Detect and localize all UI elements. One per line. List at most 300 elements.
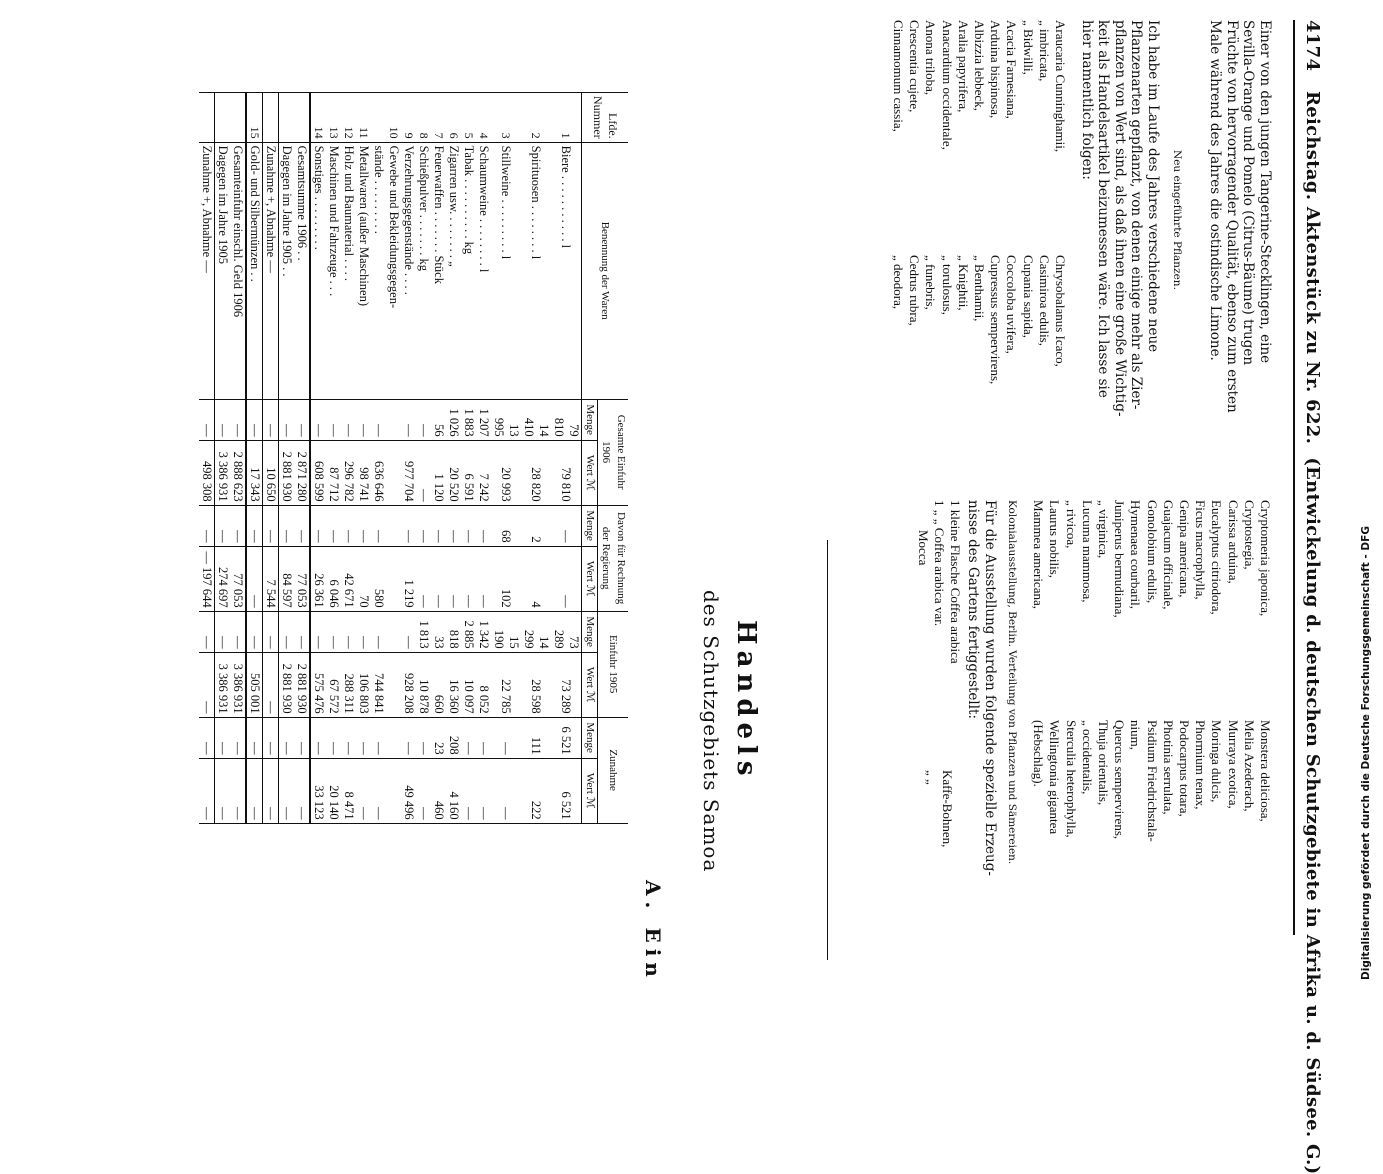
goods-name: Tabak . . . . . . . . . . kg [461,142,476,399]
cell-value: 8 052 [476,652,491,717]
cell-value: 6 046 [326,546,341,611]
cell-value: 28 598 [521,652,551,717]
text-line: Sterculia heterophylla, [1063,720,1079,838]
text-line: Chrysobalanus Icaco, [1053,255,1068,367]
text-line: Albizzia lebbeck, [971,20,987,111]
subheader-quantity: Menge [582,717,598,758]
header-rule [1293,20,1295,935]
row-number: 3 [491,93,521,143]
text-line: „ torulosus, [939,255,955,315]
cell-value: — [294,611,310,652]
cell-value: — [491,758,521,823]
cell-value: 660 [431,652,446,717]
text-line: pflanzen von Wert sind, als daß ihnen eine große Wichtig- [1112,20,1128,417]
cell-value: — [401,717,416,758]
cell-value: 79 810 [551,399,582,440]
table-row [199,93,215,824]
text-line: nisse des Gartens fertiggestellt: [965,500,982,720]
cell-value: 68 [491,505,521,546]
goods-name: Schießpulver . . . . . . . kg [416,142,431,399]
cell-value: 98 741 [356,440,371,505]
digitization-credit: Digitalisierung gefördert durch die Deutsche Forschungsgemeinschaft - DFG [1360,526,1372,980]
goods-name: Zigarren usw. . . . . . . . „ [446,142,461,399]
text-line: Hymenaea courbaril, [1128,500,1144,610]
row-number: 6 [446,93,461,143]
row-number [294,93,310,143]
section-part-heading: A. Ein [641,880,665,983]
text-line: Thuja orientalis, [1095,720,1111,806]
cell-value: — [310,611,326,652]
cell-value: 1 813 [416,611,431,652]
cell-value: 22 785 [491,652,521,717]
cell-value [386,717,401,758]
table-row [386,93,401,824]
table-row [341,93,356,824]
cell-value: 87 712 [326,440,341,505]
table-row [476,93,491,824]
table-row [246,93,263,824]
table-row [446,93,461,824]
goods-name: Sonstiges . . . . . . . . . [310,142,326,399]
goods-name: Schaumweine . . . . . . . . l [476,142,491,399]
goods-name: Stillweine . . . . . . . . . l [491,142,521,399]
text-line: Eucalyptus citriodora, [1209,500,1225,615]
cell-value [386,546,401,611]
cell-value: — [341,505,356,546]
text-line: Monstera deliciosa, [1258,720,1273,822]
cell-value: — [446,505,461,546]
cell-value: — [341,399,356,440]
cell-value: — [230,758,246,823]
col-header-government: Davon für Rechnung der Regierung [598,505,629,611]
cell-value: 1 883 [461,399,476,440]
text-line: Murraya exotica, [1225,720,1241,809]
cell-value: 222 [521,758,551,823]
cell-value: — [371,717,386,758]
text-line: Photinia serrulata, [1160,720,1176,815]
cell-value: 3 386 931 [215,440,231,505]
cell-value: — [461,546,476,611]
row-number: 2 [521,93,551,143]
cell-value: — [215,505,231,546]
cell-value: — [246,717,263,758]
exhibition-items [914,500,963,664]
text-line: Mammea americana, [1031,500,1047,609]
cell-value: 7 242 [476,440,491,505]
cell-value: — [294,505,310,546]
text-line: Moringa dulcis, [1209,720,1225,803]
cell-value: — [230,611,246,652]
text-line: nium, [1128,720,1144,750]
col-header-increase: Zunahme [598,717,629,823]
table-row [310,93,326,824]
text-line: Cupania sapida, [1020,255,1036,339]
cell-value: 49 496 [401,758,416,823]
text-line: „ deodora, [890,255,906,310]
cell-value: — [476,717,491,758]
goods-name: Dagegen im Jahre 1905 . . [279,142,295,399]
table-row [491,93,521,824]
row-number [199,93,215,143]
cell-value: 4 160 [446,758,461,823]
text-line: „ virginica, [1095,500,1111,559]
exhibition-heading: Kolonialausstellung, Berlin. Verteilung von Pflanzen und Sämereien. [1006,500,1018,865]
row-number: 8 [416,93,431,143]
import-table [199,92,628,824]
page-number: 4174 [1302,20,1323,72]
text-line: Cryptostegia, [1241,500,1257,570]
cell-value: — [263,399,279,440]
cell-value: 106 803 [356,652,371,717]
cell-value: — [416,440,431,505]
table-row [521,93,551,824]
exhibition-item: Kaffe-Bohnen, [940,770,955,848]
cell-value [386,440,401,505]
cell-value: 111 [521,717,551,758]
cell-value: — [416,505,431,546]
cell-value: 818 [446,611,461,652]
cell-value: 42 671 [341,546,356,611]
cell-value: 1 342 [476,611,491,652]
cell-value: 2 881 930 [279,652,295,717]
cell-value: — [326,717,341,758]
text-line: „ funebris, [923,255,939,310]
cell-value: 20 140 [326,758,341,823]
page-header [1302,20,1323,1174]
text-line: Psidium Friedrichstala- [1144,720,1160,842]
table-row [401,93,416,824]
subheader-value: Wert ℳ [582,546,598,611]
text-line: Podocarpus totara, [1176,720,1192,817]
cell-value: 20 520 [446,440,461,505]
cell-value: — [551,505,582,546]
cell-value: 10 097 [461,652,476,717]
section-subtitle: des Schutzgebiets Samoa [699,590,723,873]
cell-value: — [446,546,461,611]
cell-value: 1 207 [476,399,491,440]
goods-name: stände . . . . . . . . . [371,142,386,399]
cell-value: 2 [521,505,551,546]
text-line: Anacardium occidentale, [939,20,955,150]
text-line: hier namentlich folgen: [1079,20,1095,180]
table-row [431,93,446,824]
goods-name: Biere . . . . . . . . . . . l [551,142,582,399]
text-line: Cinnamomum cassia, [890,20,906,132]
cell-value: — [356,611,371,652]
cell-value: — [461,505,476,546]
cell-value: 102 [491,546,521,611]
subheader-value: Wert ℳ [582,758,598,823]
text-line: Guajacum officinale, [1160,500,1176,610]
row-number [371,93,386,143]
cell-value: 636 646 [371,440,386,505]
row-number: 9 [401,93,416,143]
text-line: Genipa americana, [1176,500,1192,598]
table-row [215,93,231,824]
exhibition-item: 1 kleine Flasche Coffea arabica [948,500,963,664]
text-line: Cryptomeria japonica, [1258,500,1273,617]
goods-name: Zunahme +, Abnahme — [263,142,279,399]
cell-value: — [401,399,416,440]
cell-value: 2 871 280 [294,440,310,505]
cell-value: — [294,758,310,823]
plant-list-b [890,255,1068,384]
cell-value: 8 471 [341,758,356,823]
goods-name: Metallwaren (außer Maschinen) [356,142,371,399]
text-line: Cedrus rubra, [907,255,923,326]
subheader-value: Wert ℳ [582,652,598,717]
cell-value: — [416,758,431,823]
row-number [230,93,246,143]
cell-value: — [263,717,279,758]
cell-value: 460 [431,758,446,823]
text-line: Anona triloba, [923,20,939,96]
cell-value: 73 289 [551,611,582,652]
exhibition-item: 1 „ „ Coffea arabica var. [931,500,947,627]
cell-value: — [246,758,263,823]
cell-value: 575 476 [310,652,326,717]
text-line: Arduina bispinosa, [988,20,1004,119]
text-line: Ich habe im Laufe des Jahres verschiedene neue [1145,20,1161,353]
goods-name: Gesamtsumme 1906 . . [294,142,310,399]
cell-value: 13 995 [491,399,521,440]
cell-value: — [263,758,279,823]
cell-value: — [341,611,356,652]
cell-value: — [279,611,295,652]
subheader-quantity: Menge [582,399,598,440]
plant-list-a [890,20,1068,152]
table-row [263,93,279,824]
cell-value: 2 885 [461,611,476,652]
cell-value: — [431,505,446,546]
goods-name: Gesamteinfuhr einschl. Geld 1906 [230,142,246,399]
cell-value: 2 888 623 [230,440,246,505]
subheading-new-plants: Neu eingeführte Pflanzen. [1171,150,1183,290]
cell-value: — [476,758,491,823]
goods-name: Gewebe und Bekleidungsgegen- [386,142,401,399]
text-line: „ Knightii, [955,255,971,311]
cell-value: 608 599 [310,440,326,505]
goods-name: Feuerwaffen . . . . . . . Stück [431,142,446,399]
text-line: Sevilla-Orange und Pomelo (Citrus-Bäume) trugen [1240,20,1257,366]
cell-value: 288 311 [341,652,356,717]
cell-value: — [215,717,231,758]
cell-value: — [416,546,431,611]
cell-value [386,758,401,823]
cell-value: — [230,399,246,440]
cell-value: — [476,546,491,611]
text-line: „ rivicoa, [1063,500,1079,549]
cell-value: — [416,399,431,440]
cell-value: 14 299 [521,611,551,652]
col-header-nr: Lfde. Nummer [582,93,629,143]
cell-value: 7 544 [263,546,279,611]
table-row [416,93,431,824]
cell-value: 1 219 [401,546,416,611]
cell-value: 20 993 [491,440,521,505]
text-line: „ Bidwilli, [1020,20,1036,75]
cell-value: — [310,717,326,758]
cell-value: 1 026 [446,399,461,440]
cell-value: 23 [431,717,446,758]
goods-name: Dagegen im Jahre 1905 [215,142,231,399]
row-number: 13 [326,93,341,143]
cell-value: — [371,399,386,440]
text-line: Gonolobium edulis, [1144,500,1160,604]
text-line: Phormium tenax, [1193,720,1209,810]
cell-value: — [401,505,416,546]
cell-value: 77 053 [230,546,246,611]
cell-value: — [416,717,431,758]
cell-value: 15 190 [491,611,521,652]
cell-value: — [310,399,326,440]
cell-value: 2 881 930 [294,652,310,717]
cell-value: 10 878 [416,652,431,717]
cell-value: — [356,758,371,823]
cell-value: — [371,611,386,652]
cell-value: — [279,758,295,823]
cell-value: — [230,505,246,546]
cell-value: 580 [371,546,386,611]
cell-value: — [246,505,263,546]
goods-name: Gold- und Silbermünzen . . [246,142,263,399]
row-number: 10 [386,93,401,143]
cell-value: — [215,399,231,440]
section-title: Handels [731,620,761,782]
text-line: Einer von den jungen Tangerine-Stecklingen, eine [1257,20,1273,364]
cell-value: 77 053 [294,546,310,611]
exhibition-item: „ „ [923,770,939,785]
cell-value [386,611,401,652]
row-number [263,93,279,143]
cell-value: 3 386 931 [230,652,246,717]
col-header-name: Benennung der Waren [582,142,629,399]
text-line: Crescentia cujete, [907,20,923,113]
cell-value: 10 650 [263,440,279,505]
text-line: keit als Handelsartikel beizumessen wäre. Ich lasse sie [1095,20,1112,398]
cell-value: — [326,611,341,652]
cell-value: — [310,505,326,546]
row-number: 14 [310,93,326,143]
table-row [356,93,371,824]
col-header-total-1906: Gesamte Einfuhr 1906 [598,399,629,505]
text-line: Quercus sempervirens, [1112,720,1128,840]
cell-value: — 197 644 [199,546,215,611]
cell-value: — [246,546,263,611]
text-line: (Hebschlag). [1031,720,1047,787]
cell-value: 14 410 [521,399,551,440]
cell-value: 505 001 [246,652,263,717]
cell-value: — [294,717,310,758]
cell-value: 73 289 [551,652,582,717]
text-line: Ficus macrophylla, [1193,500,1209,600]
cell-value: 70 [356,546,371,611]
cell-value: — [401,611,416,652]
cell-value: 928 208 [401,652,416,717]
goods-name: Maschinen und Fahrzeuge . . . [326,142,341,399]
text-line: Pflanzenarten gepflanzt, von denen einige mehr als Zier- [1128,20,1145,410]
header-right-title: (Entwickelung d. deutschen Schutzgebiete in Afrika u. d. Südsee. G.) [1302,457,1323,1174]
cell-value: — [476,505,491,546]
text-line: Casimiroa edulis, [1036,255,1052,346]
cell-value: 1 120 [431,440,446,505]
cell-value: — [215,611,231,652]
cell-value: 498 308 [199,440,215,505]
cell-value: — [246,611,263,652]
row-number: 4 [476,93,491,143]
cell-value: 977 704 [401,440,416,505]
cell-value: 4 [521,546,551,611]
cell-value [386,505,401,546]
cell-value: — [246,399,263,440]
subheader-quantity: Menge [582,505,598,546]
table-row [326,93,341,824]
section-rule [827,540,828,960]
table-row [230,93,246,824]
cell-value [386,399,401,440]
cell-value: — [199,611,215,652]
table-row [461,93,476,824]
cell-value: — [263,505,279,546]
cell-value: 56 [431,399,446,440]
cell-value: 33 123 [310,758,326,823]
text-line: Carissa arduina, [1225,500,1241,584]
cell-value: — [279,505,295,546]
goods-name: Zunahme +, Abnahme — [199,142,215,399]
text-line: Acacia Farnesiana, [1004,20,1020,119]
text-line: „ Benthamii, [971,255,987,322]
cell-value: 84 597 [279,546,295,611]
cell-value: — [279,399,295,440]
cell-value: 33 [431,611,446,652]
cell-value: — [294,399,310,440]
table-row [294,93,310,824]
cell-value: 26 361 [310,546,326,611]
plant-list-d [1030,720,1273,842]
text-line: Melia Azederach, [1241,720,1257,812]
cell-value: — [356,505,371,546]
table-row [279,93,295,824]
cell-value: 28 820 [521,440,551,505]
paragraph-new-plants [1079,20,1162,417]
row-number: 1 [551,93,582,143]
cell-value: 296 782 [341,440,356,505]
cell-value: — [263,652,279,717]
text-line: Lucuma mammosa, [1079,500,1095,603]
cell-value: — [279,717,295,758]
text-line: Cupressus sempervirens, [988,255,1004,385]
plant-list-c [1030,500,1273,618]
goods-name: Holz und Baumaterial . . . . [341,142,356,399]
paragraph-citrus [1207,20,1273,413]
cell-value: — [326,399,341,440]
cell-value: — [199,717,215,758]
text-line: „ occidentalis, [1079,720,1095,795]
cell-value: — [371,758,386,823]
text-line: Male während des Jahres die ostindische Limone. [1207,20,1224,361]
row-number [279,93,295,143]
row-number: 11 [356,93,371,143]
cell-value: — [263,611,279,652]
subheader-quantity: Menge [582,611,598,652]
text-line: Coccoloba uvifera, [1004,255,1020,354]
cell-value: — [199,758,215,823]
text-line: „ imbricata, [1036,20,1052,82]
cell-value: — [230,717,246,758]
cell-value: 274 697 [215,546,231,611]
table-row [371,93,386,824]
cell-value: — [431,546,446,611]
